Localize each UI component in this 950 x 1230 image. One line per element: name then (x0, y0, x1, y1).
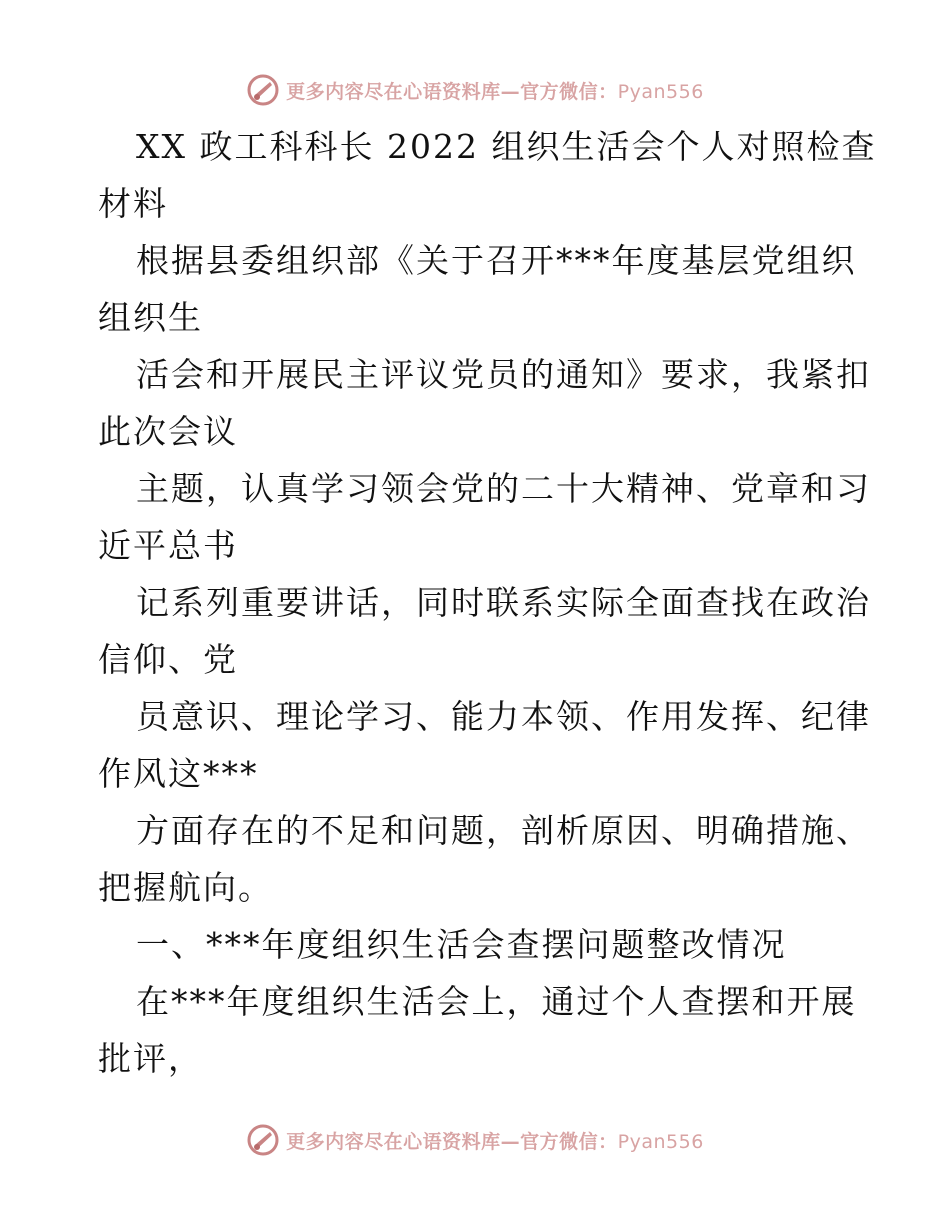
brand-logo-icon (246, 1123, 280, 1157)
wechat-handle: Pyan556 (617, 1130, 704, 1153)
watermark-text: 更多内容尽在心语资料库—官方微信：Pyan556 (286, 1130, 704, 1153)
header-watermark (0, 70, 950, 110)
watermark-text: 更多内容尽在心语资料库—官方微信：Pyan556 (286, 80, 704, 103)
document-body (98, 118, 877, 1087)
text-line: 此次会议 (98, 412, 238, 451)
text-line: 方面存在的不足和问题，剖析原因、明确措施、 (136, 811, 871, 850)
text-line: XX 政工科科长 2022 组织生活会个人对照检查 (136, 127, 877, 166)
wechat-handle: Pyan556 (617, 80, 704, 103)
footer-watermark (0, 1120, 950, 1160)
text-line: 把握航向。 (98, 868, 273, 907)
text-line: 材料 (98, 184, 168, 223)
text-line: 一、***年度组织生活会查摆问题整改情况 (136, 925, 787, 964)
text-line: 批评， (98, 1039, 203, 1078)
text-line: 根据县委组织部《关于召开***年度基层党组织 (136, 241, 857, 280)
text-line: 信仰、党 (98, 640, 238, 679)
text-line: 记系列重要讲话，同时联系实际全面查找在政治 (136, 583, 871, 622)
text-line: 组织生 (98, 298, 203, 337)
text-line: 主题，认真学习领会党的二十大精神、党章和习 (136, 469, 871, 508)
text-line: 作风这*** (98, 754, 259, 793)
brand-logo-icon (246, 73, 280, 107)
text-line: 在***年度组织生活会上，通过个人查摆和开展 (136, 982, 857, 1021)
text-line: 活会和开展民主评议党员的通知》要求，我紧扣 (136, 355, 871, 394)
text-line: 近平总书 (98, 526, 238, 565)
text-line: 员意识、理论学习、能力本领、作用发挥、纪律 (136, 697, 871, 736)
